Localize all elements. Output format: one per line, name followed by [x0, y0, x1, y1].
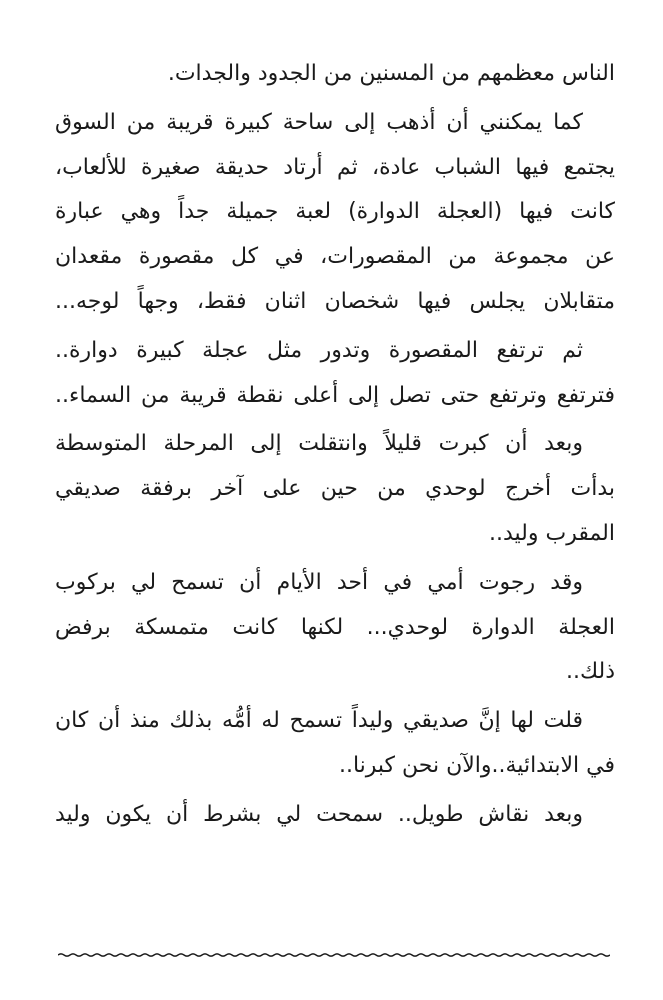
paragraph	[55, 101, 615, 325]
text-line: وبعد نقاش طويل.. سمحت لي بشرط أن يكون وليد	[55, 801, 583, 827]
text-line: ثم ترتفع المقصورة وتدور مثل عجلة كبيرة دوارة..	[55, 337, 583, 363]
paragraph	[55, 52, 615, 97]
text-line: المقرب وليد..	[488, 520, 615, 546]
paragraph	[55, 561, 615, 695]
text-line: قلت لها إنَّ صديقي وليداً تسمح له أمُّه بذلك منذ أن كان	[55, 708, 583, 734]
text-line: متقابلان يجلس فيها شخصان اثنان فقط، وجهاً لوجه...	[55, 288, 615, 314]
paragraph	[55, 699, 615, 789]
book-page-text	[55, 52, 615, 838]
paragraph	[55, 793, 615, 838]
text-line: وقد رجوت أمي في أحد الأيام أن تسمح لي بركوب	[55, 569, 583, 595]
text-line: بدأت أخرج لوحدي من حين على آخر برفقة صديقي	[55, 476, 615, 502]
text-line: وبعد أن كبرت قليلاً وانتقلت إلى المرحلة المتوسطة	[55, 431, 583, 457]
text-line: كما يمكنني أن أذهب إلى ساحة كبيرة قريبة من السوق	[55, 109, 583, 135]
text-line: فترتفع وترتفع حتى تصل إلى أعلى نقطة قريبة من السماء..	[55, 382, 615, 408]
text-line: في الابتدائية..والآن نحن كبرنا..	[338, 752, 615, 778]
text-line: يجتمع فيها الشباب عادة، ثم أرتاد حديقة صغيرة للألعاب،	[55, 154, 615, 180]
paragraph	[55, 422, 615, 556]
text-line: عن مجموعة من المقصورات، في كل مقصورة مقعدان	[55, 244, 615, 270]
text-line: العجلة الدوارة لوحدي... لكنها كانت متمسكة برفض	[55, 614, 615, 640]
paragraph	[55, 329, 615, 419]
wavy-divider	[58, 948, 610, 962]
text-line: كانت فيها (العجلة الدوارة) لعبة جميلة جداً وهي عبارة	[55, 199, 615, 225]
text-line: الناس معظمهم من المسنين من الجدود والجدات.	[167, 61, 615, 86]
text-line: ذلك..	[565, 659, 615, 685]
